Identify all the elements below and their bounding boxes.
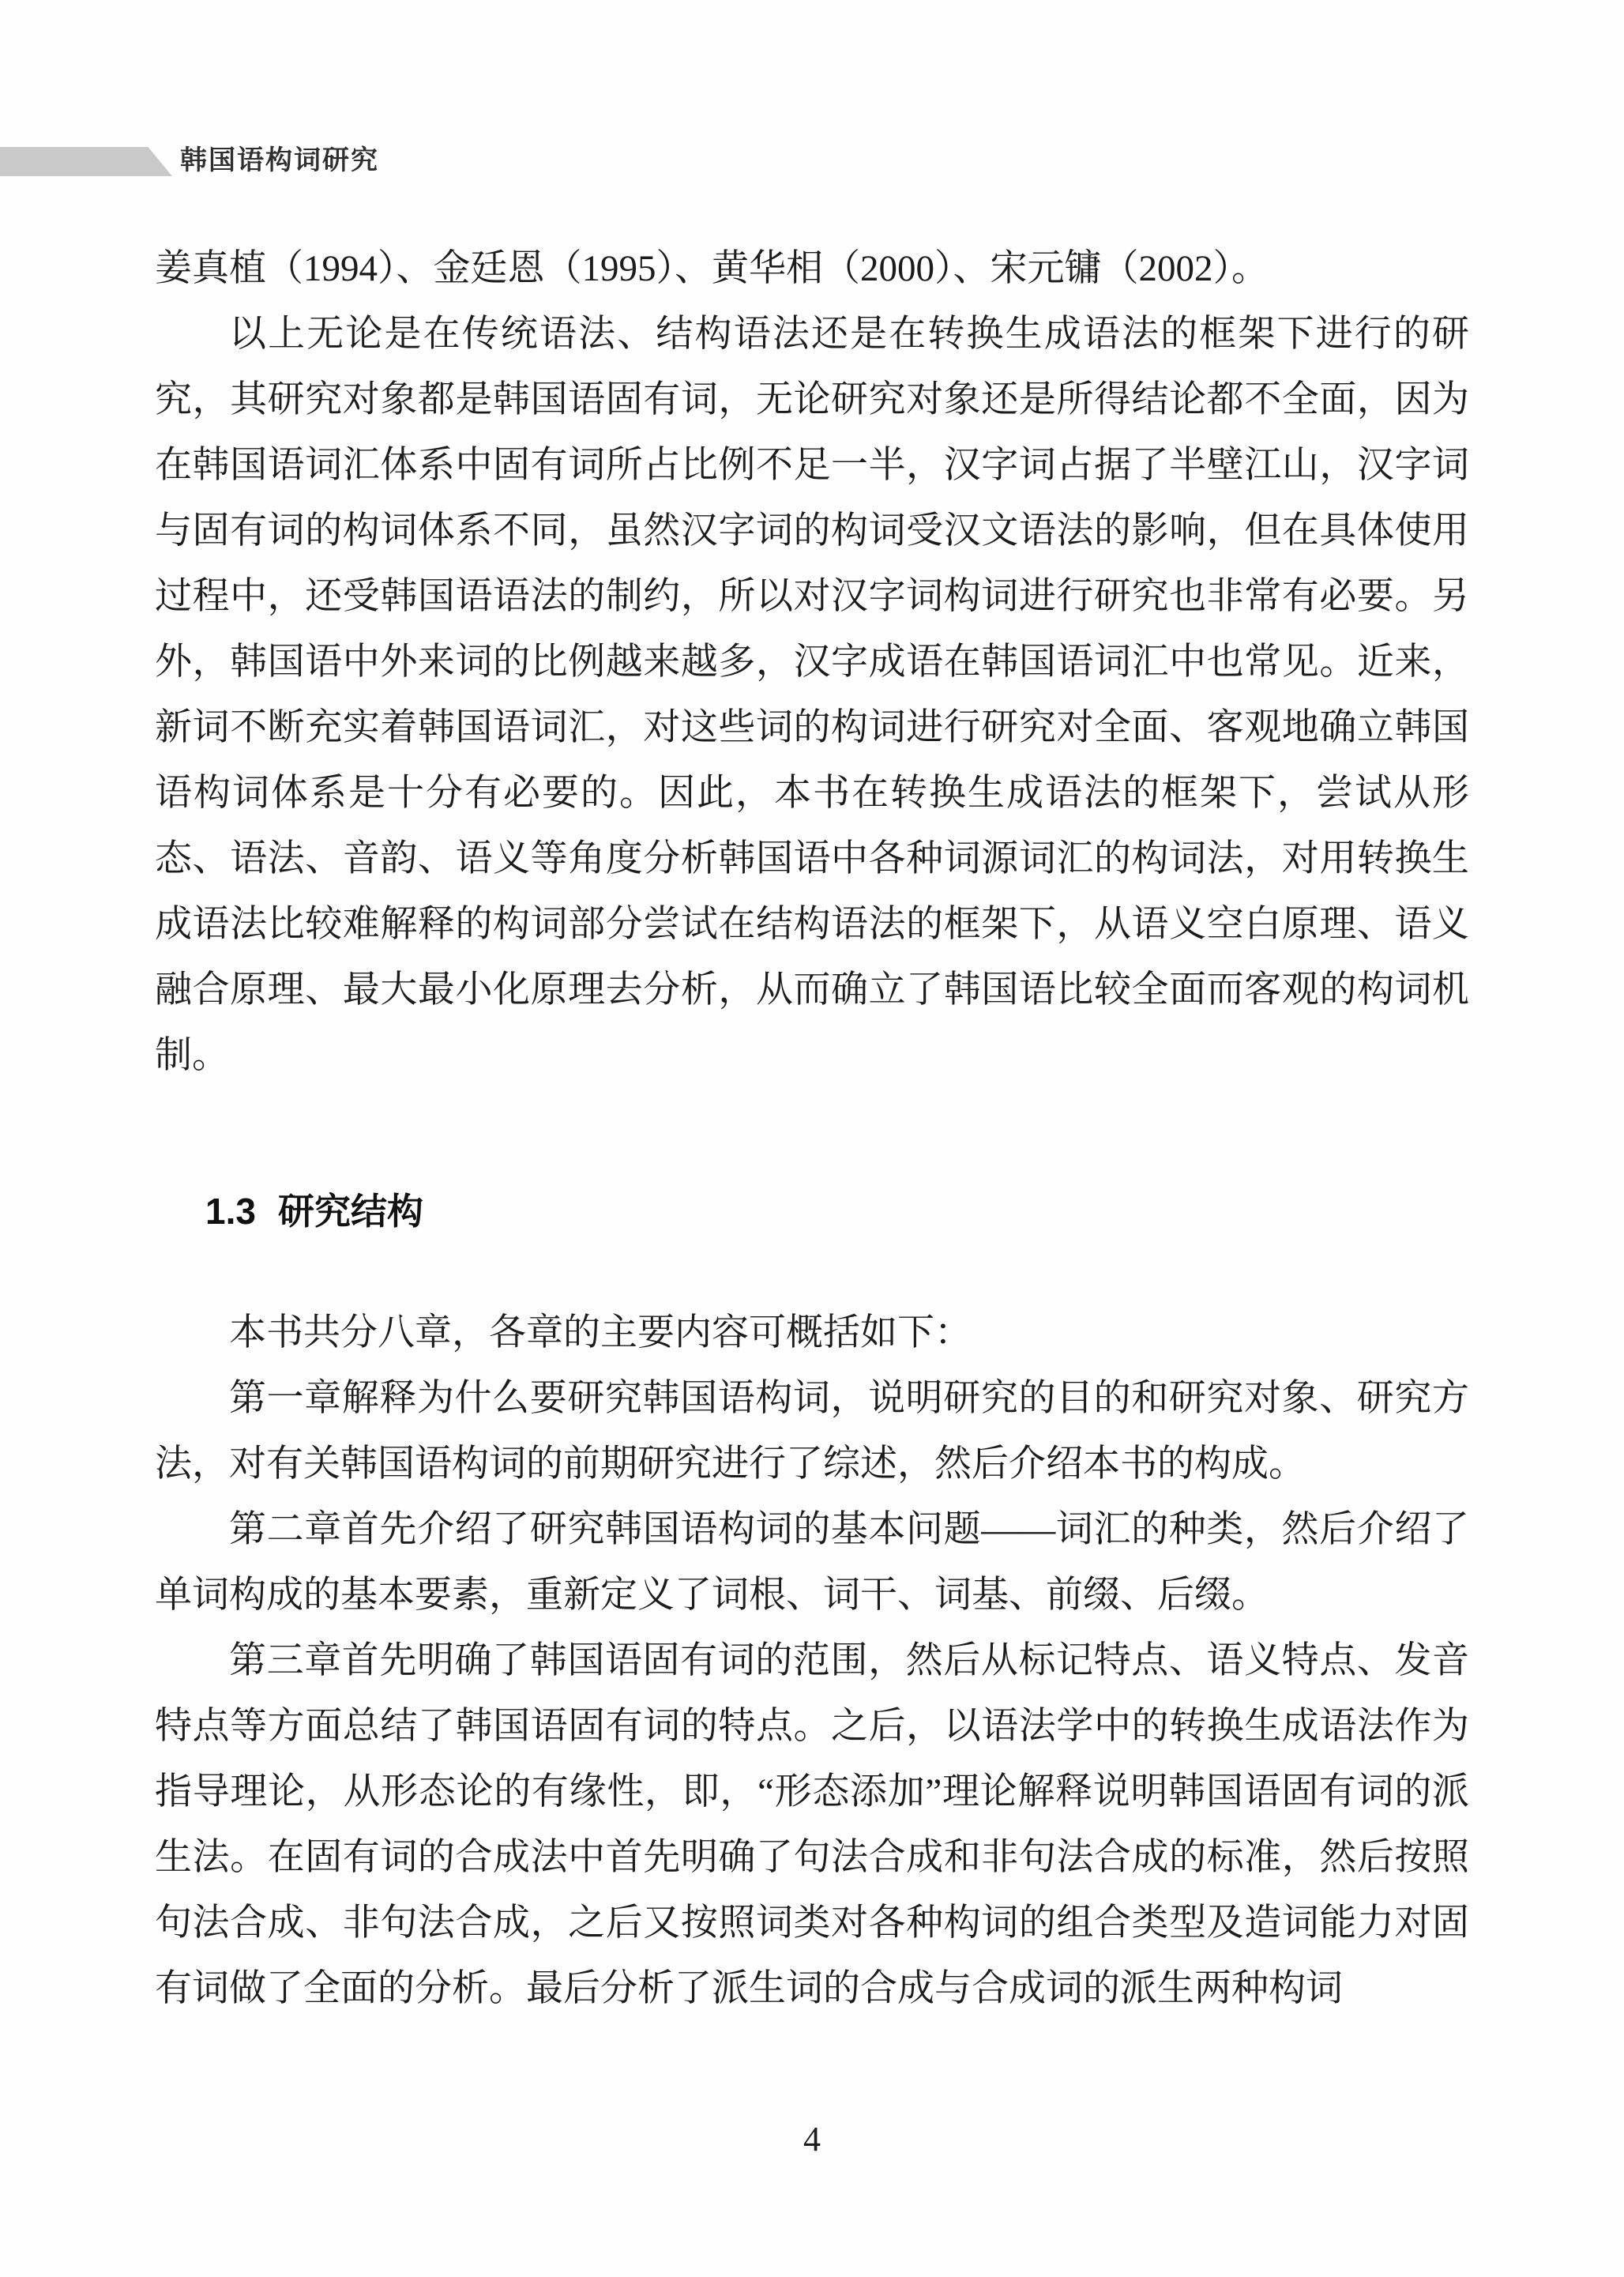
paragraph-chapter-1: 第一章解释为什么要研究韩国语构词，说明研究的目的和研究对象、研究方法，对有关韩国语构词的前期研究进行了综述，然后介绍本书的构成。: [155, 1378, 1469, 1485]
page-footer: [0, 2120, 1624, 2159]
paragraph-citation-continuation: 姜真植（1994）、金廷恩（1995）、黄华相（2000）、宋元镛（2002）。: [155, 248, 1269, 289]
section-heading: [155, 1191, 1469, 1231]
chapter-tab-shape: [0, 147, 172, 176]
section-title: 研究结构: [277, 1191, 423, 1232]
page-number: 4: [803, 2120, 821, 2158]
paragraph-chapter-3: 第三章首先明确了韩国语固有词的范围，然后从标记特点、语义特点、发音特点等方面总结了韩国语固有词的特点。之后，以语法学中的转换生成语法作为指导理论，从形态论的有缘性，即，“形态添加”理论解释说明韩国语固有词的派生法。在固有词的合成法中首先明确了句法合成和非句法合成的标准，然后按照句法合成、非句法合成，之后又按照词类对各种构词的组合类型及造词能力对固有词做了全面的分析。最后分析了派生词的合成与合成词的派生两种构词: [155, 1640, 1469, 2009]
section-body: [155, 1300, 1469, 2022]
paragraph-chapters-intro: 本书共分八章，各章的主要内容可概括如下：: [229, 1312, 972, 1353]
page-body: [155, 236, 1469, 2022]
paragraph-overview: 以上无论是在传统语法、结构语法还是在转换生成语法的框架下进行的研究，其研究对象都是韩国语固有词，无论研究对象还是所得结论都不全面，因为在韩国语词汇体系中固有词所占比例不足一半，汉字词占据了半壁江山，汉字词与固有词的构词体系不同，虽然汉字词的构词受汉文语法的影响，但在具体使用过程中，还受韩国语语法的制约，所以对汉字词构词进行研究也非常有必要。另外，韩国语中外来词的比例越来越多，汉字成语在韩国语词汇中也常见。近来，新词不断充实着韩国语词汇，对这些词的构词进行研究对全面、客观地确立韩国语构词体系是十分有必要的。因此，本书在转换生成语法的框架下，尝试从形态、语法、音韵、语义等角度分析韩国语中各种词源词汇的构词法，对用转换生成语法比较难解释的构词部分尝试在结构语法的框架下，从语义空白原理、语义融合原理、最大最小化原理去分析，从而确立了韩国语比较全面而客观的构词机制。: [155, 314, 1469, 1076]
section-number: 1.3: [205, 1191, 256, 1232]
paragraph-chapter-2: 第二章首先介绍了研究韩国语构词的基本问题——词汇的种类，然后介绍了单词构成的基本要素，重新定义了词根、词干、词基、前缀、后缀。: [155, 1509, 1469, 1616]
running-header-title: 韩国语构词研究: [180, 145, 379, 175]
